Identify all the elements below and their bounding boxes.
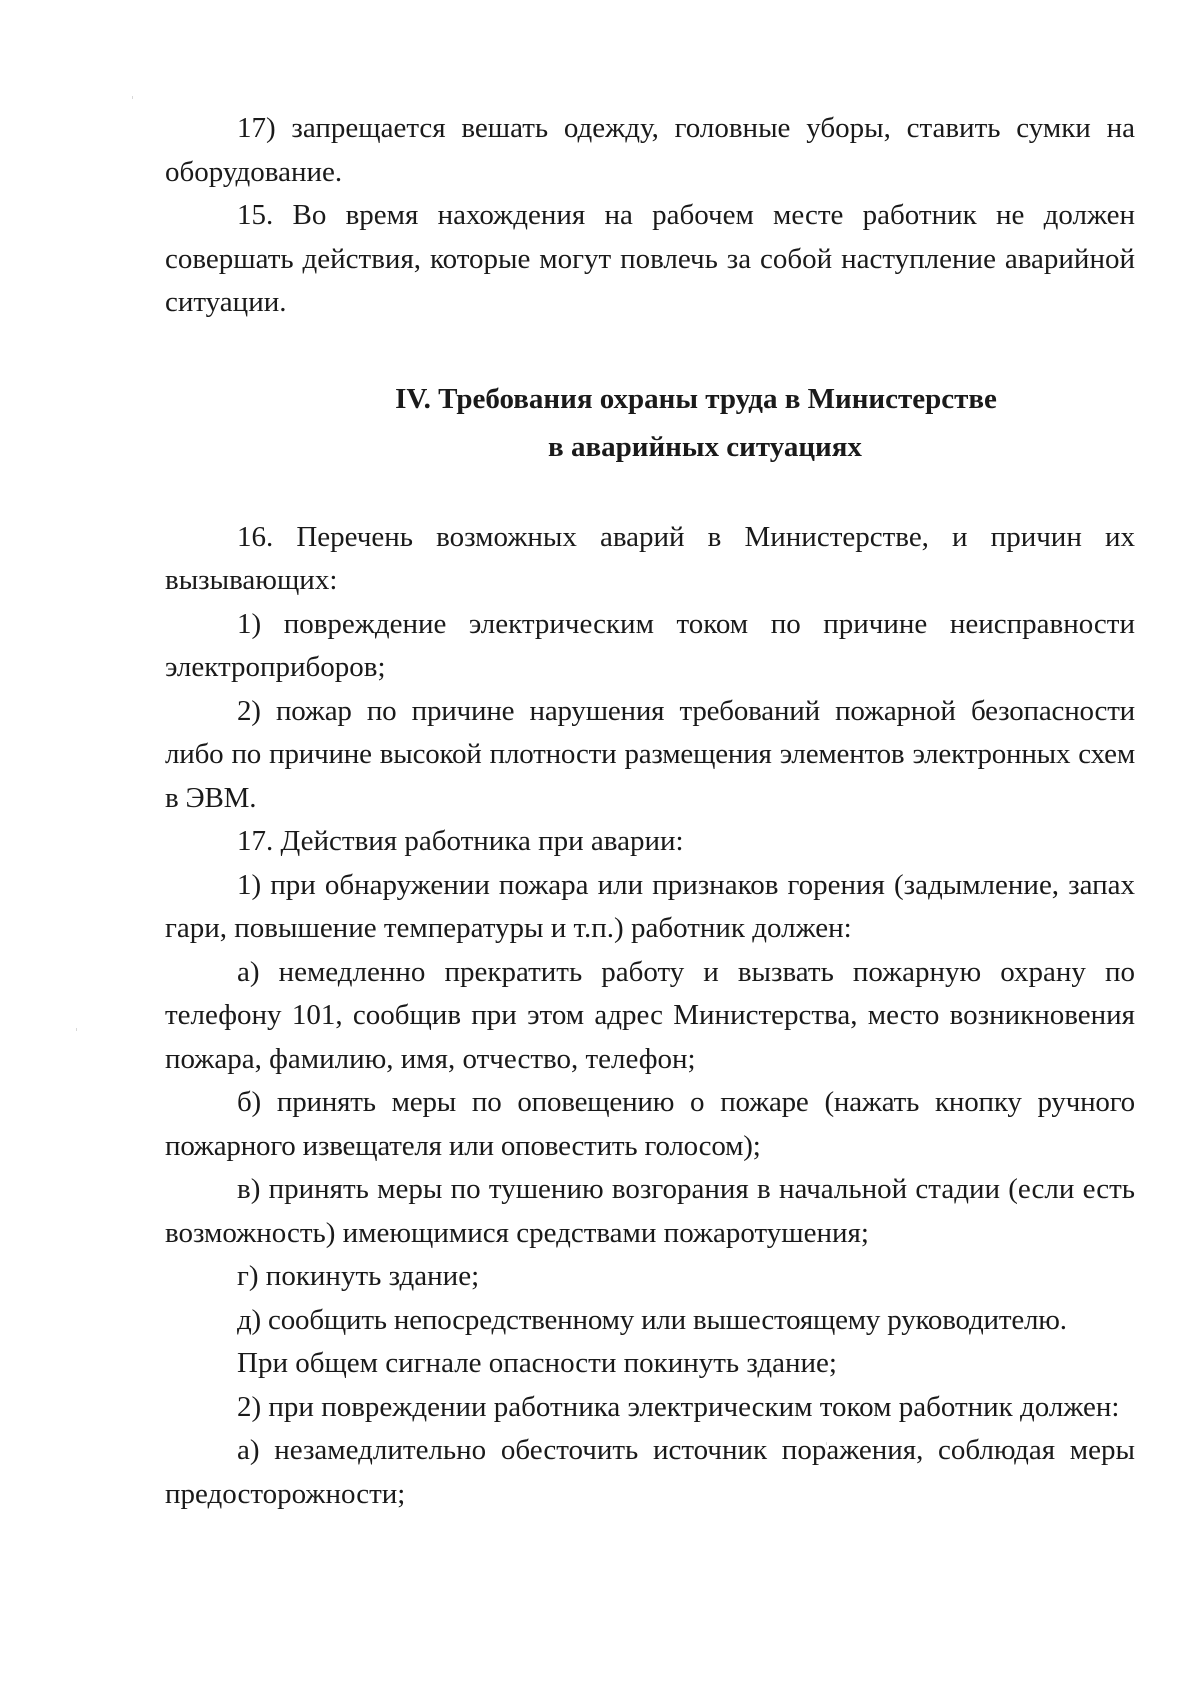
paragraph-17-clothing: 17) запрещается вешать одежду, головные уборы, ставить сумки на оборудование. xyxy=(165,112,1135,188)
section-heading xyxy=(165,375,1135,471)
paragraph-general-signal: При общем сигнале опасности покинуть здание; xyxy=(237,1347,837,1379)
paragraph-16: 16. Перечень возможных аварий в Министерстве, и причин их вызывающих: xyxy=(165,520,1135,596)
list-item-17-1-g: г) покинуть здание; xyxy=(237,1260,480,1292)
scan-artifact xyxy=(132,96,133,99)
list-item-17-1-a: а) немедленно прекратить работу и вызвать пожарную охрану по телефону 101, сообщив при этом адрес Министерства, место возникновения пожара, фамилию, имя, отчество, телефон; xyxy=(165,955,1135,1075)
list-item-17-2-a: а) незамедлительно обесточить источник поражения, соблюдая меры предосторожности; xyxy=(165,1434,1135,1510)
list-item-17-1-d: д) сообщить непосредственному или вышестоящему руководителю. xyxy=(237,1303,1067,1336)
list-item-16-1: 1) повреждение электрическим током по причине неисправности электроприборов; xyxy=(165,607,1135,683)
scan-artifact xyxy=(76,1028,77,1031)
list-item-16-2: 2) пожар по причине нарушения требований пожарной безопасности либо по причине высокой плотности размещения элементов электронных схем в ЭВМ. xyxy=(165,694,1135,814)
paragraph-15: 15. Во время нахождения на рабочем месте работник не должен совершать действия, которые могут повлечь за собой наступление аварийной ситуации. xyxy=(165,199,1135,318)
list-item-17-1-b: б) принять меры по оповещению о пожаре (нажать кнопку ручного пожарного извещателя или оповестить голосом); xyxy=(165,1086,1135,1162)
document-body xyxy=(165,107,1135,1516)
section-heading-line1: IV. Требования охраны труда в Министерстве xyxy=(395,382,997,415)
list-item-17-1: 1) при обнаружении пожара или признаков горения (задымление, запах гари, повышение температуры и т.п.) работник должен: xyxy=(165,868,1135,944)
section-heading-line2: в аварийных ситуациях xyxy=(548,430,862,463)
list-item-17-2: 2) при повреждении работника электрическим током работник должен: xyxy=(237,1390,1120,1423)
paragraph-17: 17. Действия работника при аварии: xyxy=(237,825,684,857)
list-item-17-1-v: в) принять меры по тушению возгорания в начальной стадии (если есть возможность) имеющимися средствами пожаротушения; xyxy=(165,1173,1135,1249)
